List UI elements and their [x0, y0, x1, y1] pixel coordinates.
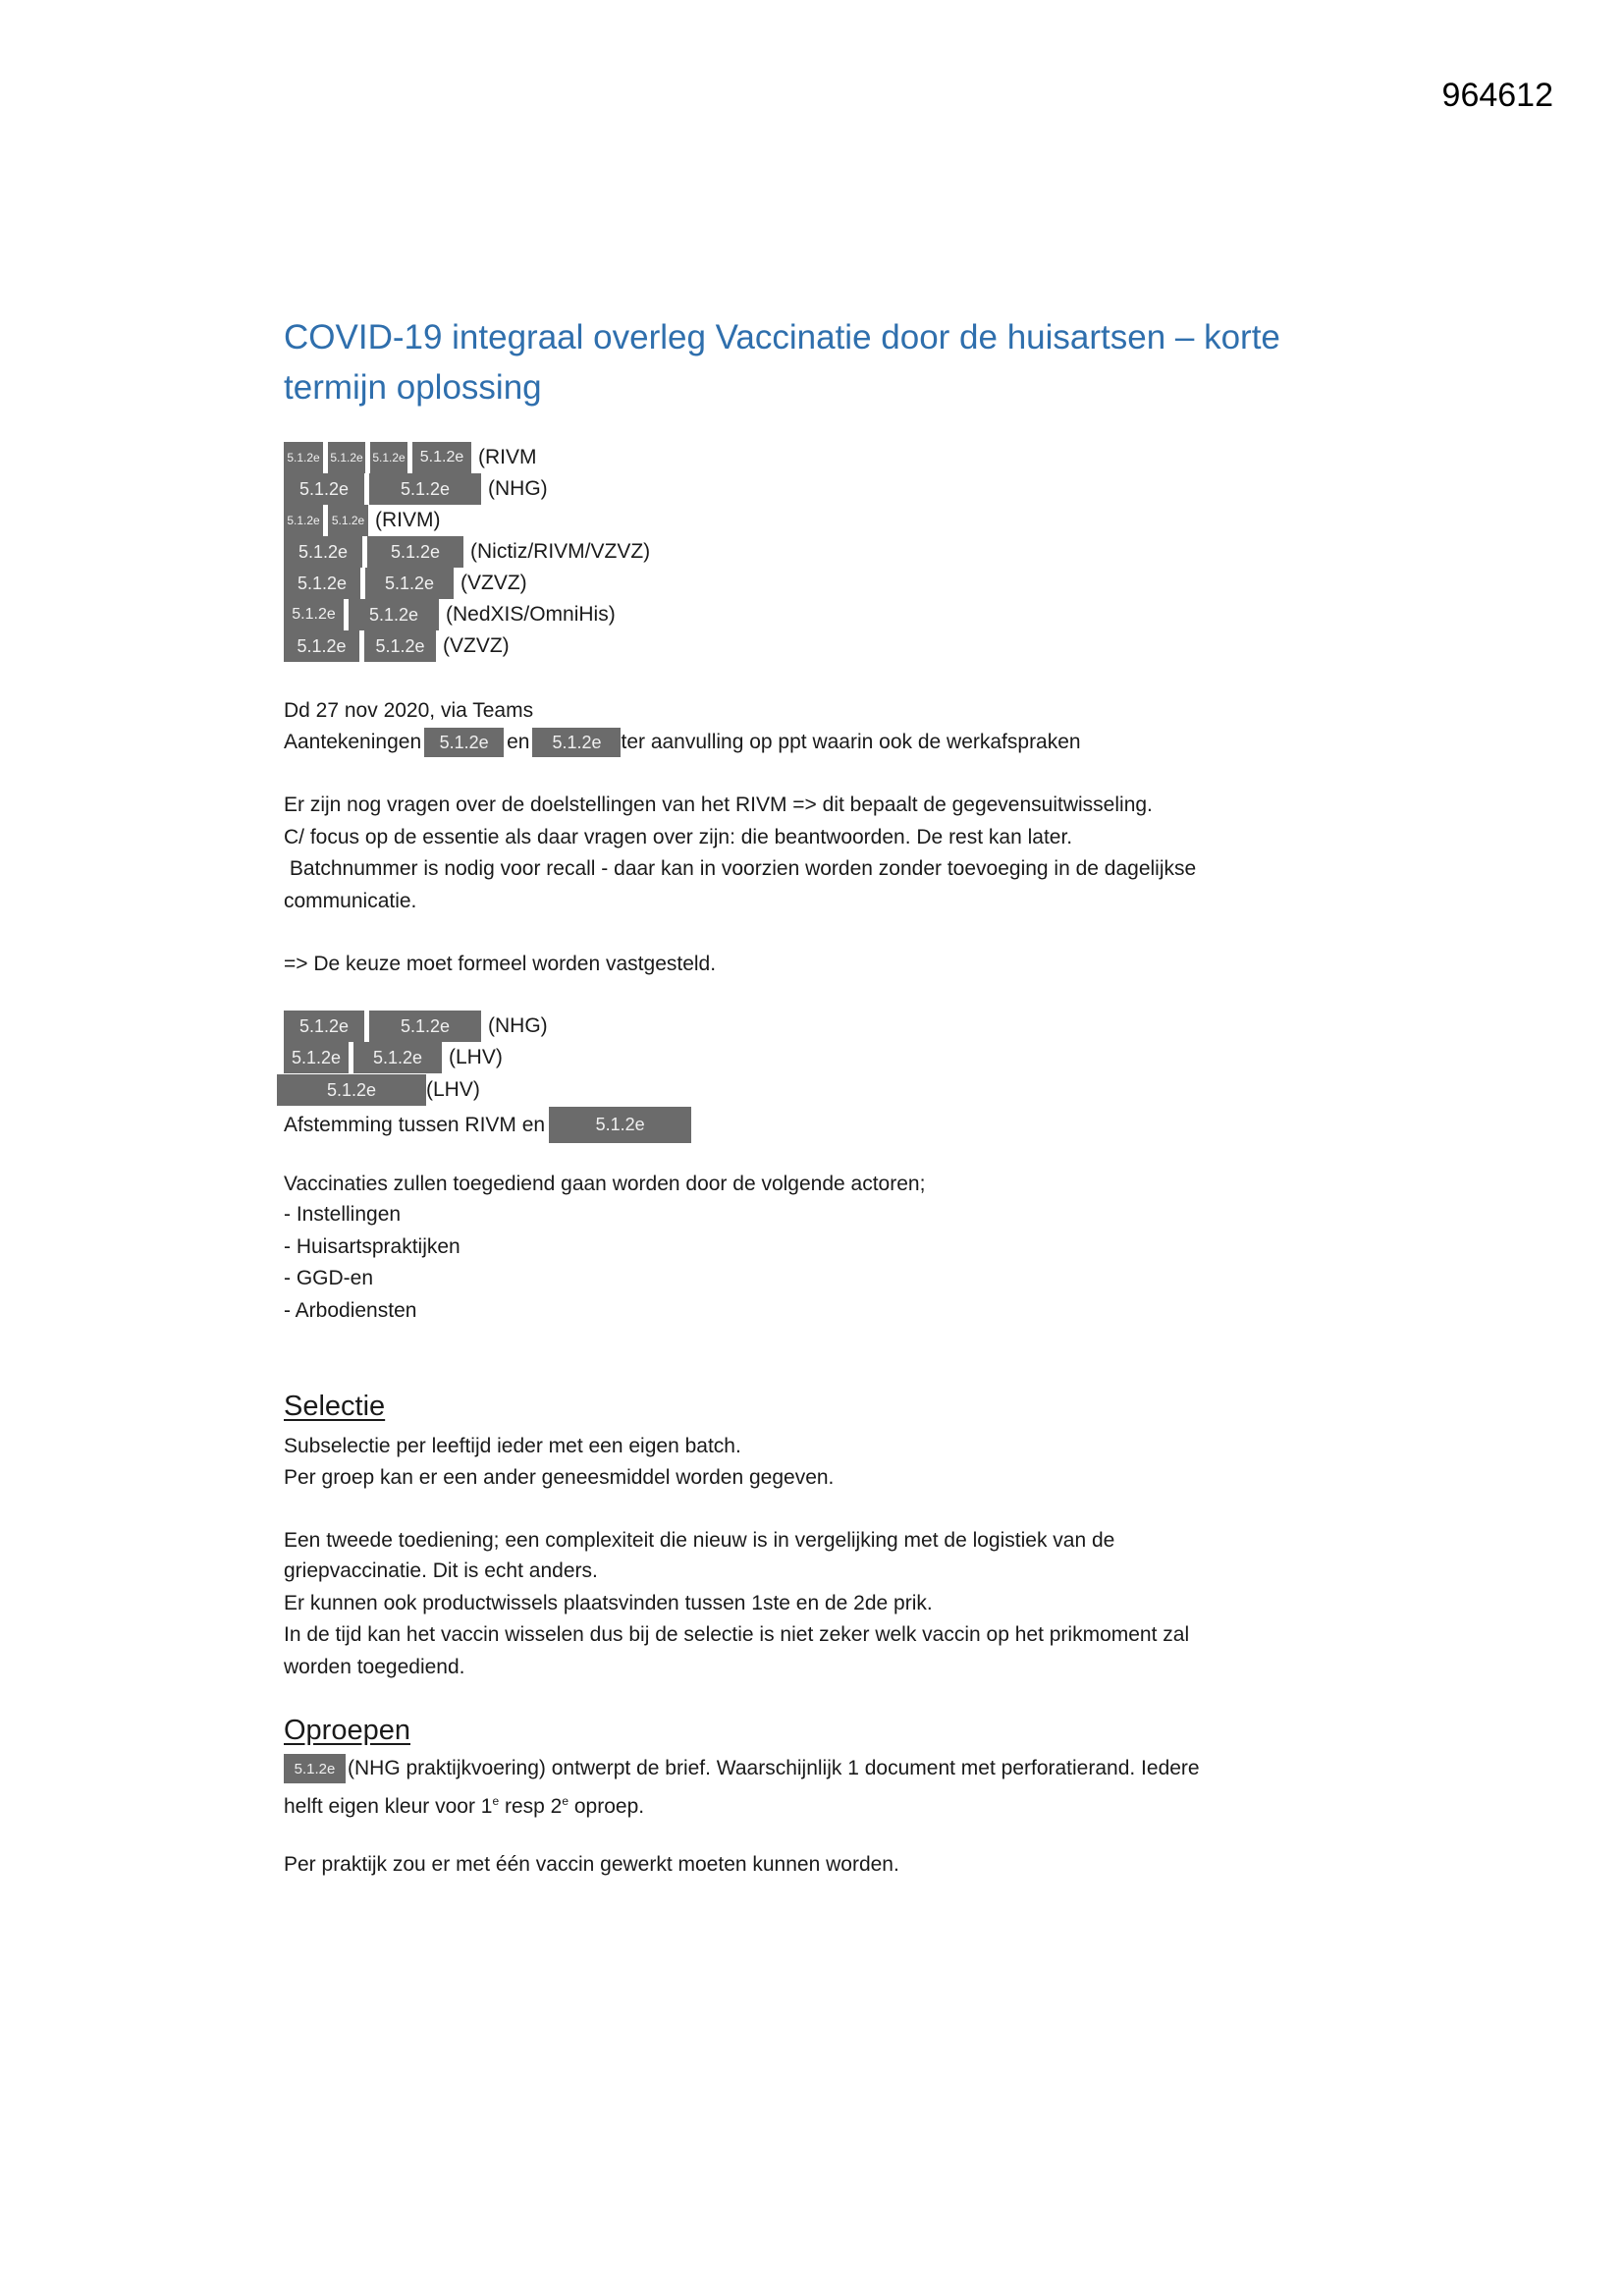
redaction: 5.1.2e — [367, 536, 463, 568]
redaction: 5.1.2e — [532, 728, 621, 757]
oproepen-line-2 — [284, 1785, 644, 1823]
document-id: 964612 — [1441, 77, 1553, 114]
participant-row — [284, 505, 441, 536]
redaction: 5.1.2e — [284, 568, 360, 599]
participant-row — [284, 599, 616, 630]
actor-item: - Arbodiensten — [284, 1299, 417, 1322]
redaction: 5.1.2e — [369, 1011, 481, 1042]
redaction: 5.1.2e — [369, 473, 481, 505]
participant-row — [284, 473, 548, 505]
actor-item: - Instellingen — [284, 1203, 402, 1226]
actor-item: - GGD-en — [284, 1267, 374, 1289]
superscript: e — [562, 1794, 569, 1808]
redaction: 5.1.2e — [284, 630, 359, 662]
meeting-date: Dd 27 nov 2020, via Teams — [284, 699, 534, 722]
redaction: 5.1.2e — [370, 442, 407, 473]
paragraph-line: griepvaccinatie. Dit is echt anders. — [284, 1559, 598, 1582]
participant-org: (RIVM) — [375, 509, 441, 531]
participant-row — [284, 568, 527, 599]
participant-row — [284, 442, 537, 473]
redaction: 5.1.2e — [364, 630, 436, 662]
superscript: e — [492, 1794, 500, 1808]
section-heading-oproepen: Oproepen — [284, 1715, 410, 1746]
participant-org: (NedXIS/OmniHis) — [446, 603, 616, 626]
redaction: 5.1.2e — [424, 728, 504, 757]
participant-org: (NHG) — [488, 1014, 548, 1037]
redaction: 5.1.2e — [328, 442, 365, 473]
paragraph-line: worden toegediend. — [284, 1656, 465, 1678]
oproepen-line — [284, 1753, 1200, 1784]
redaction: 5.1.2e — [284, 536, 362, 568]
redaction: 5.1.2e — [284, 599, 344, 630]
redaction: 5.1.2e — [284, 505, 323, 536]
oproepen-text: (NHG praktijkvoering) ontwerpt de brief. Waarschijnlijk 1 document met perforatierand. Iedere — [348, 1757, 1200, 1779]
paragraph-line: Per praktijk zou er met één vaccin gewerkt moeten kunnen worden. — [284, 1853, 899, 1876]
paragraph-line: C/ focus op de essentie als daar vragen over zijn: die beantwoorden. De rest kan later. — [284, 826, 1073, 848]
actors-intro: Vaccinaties zullen toegediend gaan worden door de volgende actoren; — [284, 1173, 926, 1195]
notes-line — [284, 727, 1081, 758]
paragraph-line: Er zijn nog vragen over de doelstellingen van het RIVM => dit bepaalt de gegevensuitwisseling. — [284, 793, 1153, 816]
participant-row — [284, 1011, 548, 1042]
paragraph-line: Subselectie per leeftijd ieder met een eigen batch. — [284, 1435, 741, 1457]
participant-row — [277, 1074, 480, 1106]
redaction: 5.1.2e — [349, 599, 439, 630]
participant-row — [284, 630, 510, 662]
redaction: 5.1.2e — [284, 1754, 346, 1783]
redaction: 5.1.2e — [412, 442, 471, 473]
participant-row — [284, 536, 650, 568]
redaction: 5.1.2e — [284, 1011, 364, 1042]
redaction: 5.1.2e — [328, 505, 368, 536]
section-heading-selectie: Selectie — [284, 1391, 386, 1422]
participant-row — [284, 1042, 503, 1073]
redaction: 5.1.2e — [549, 1107, 691, 1143]
participant-org: (VZVZ) — [460, 572, 527, 594]
redaction: 5.1.2e — [353, 1042, 442, 1073]
paragraph-line: Per groep kan er een ander geneesmiddel worden gegeven. — [284, 1466, 835, 1489]
text: helft eigen kleur voor 1 — [284, 1795, 493, 1818]
redaction: 5.1.2e — [284, 473, 364, 505]
paragraph-line: Batchnummer is nodig voor recall - daar kan in voorzien worden zonder toevoeging in de dagelijkse — [284, 857, 1197, 880]
notes-suffix: ter aanvulling op ppt waarin ook de werkafspraken — [621, 731, 1081, 753]
notes-and: en — [507, 731, 530, 753]
text: oproep. — [568, 1795, 645, 1818]
redaction: 5.1.2e — [284, 1042, 349, 1073]
participant-org: (VZVZ) — [443, 634, 510, 657]
participant-org: (RIVM — [478, 446, 537, 468]
text: resp 2 — [499, 1795, 563, 1818]
redaction: 5.1.2e — [277, 1074, 426, 1106]
participant-org: (LHV) — [449, 1046, 503, 1068]
redaction: 5.1.2e — [284, 442, 323, 473]
paragraph-line: communicatie. — [284, 890, 417, 912]
actor-item: - Huisartspraktijken — [284, 1235, 460, 1258]
page-title: COVID-19 integraal overleg Vaccinatie door de huisartsen – korte termijn oplossing — [284, 318, 1280, 407]
afstemming-line — [284, 1107, 696, 1143]
paragraph-line: Er kunnen ook productwissels plaatsvinden tussen 1ste en de 2de prik. — [284, 1592, 933, 1614]
notes-prefix: Aantekeningen — [284, 731, 422, 753]
participant-org: (NHG) — [488, 477, 548, 500]
redaction: 5.1.2e — [365, 568, 454, 599]
participant-org: (LHV) — [426, 1078, 480, 1101]
paragraph-line: In de tijd kan het vaccin wisselen dus bij de selectie is niet zeker welk vaccin op het prikmoment zal — [284, 1623, 1190, 1646]
afstemming-text: Afstemming tussen RIVM en — [284, 1113, 546, 1136]
decision-line: => De keuze moet formeel worden vastgesteld. — [284, 953, 717, 975]
participant-org: (Nictiz/RIVM/VZVZ) — [470, 540, 651, 563]
paragraph-line: Een tweede toediening; een complexiteit die nieuw is in vergelijking met de logistiek van de — [284, 1529, 1115, 1552]
